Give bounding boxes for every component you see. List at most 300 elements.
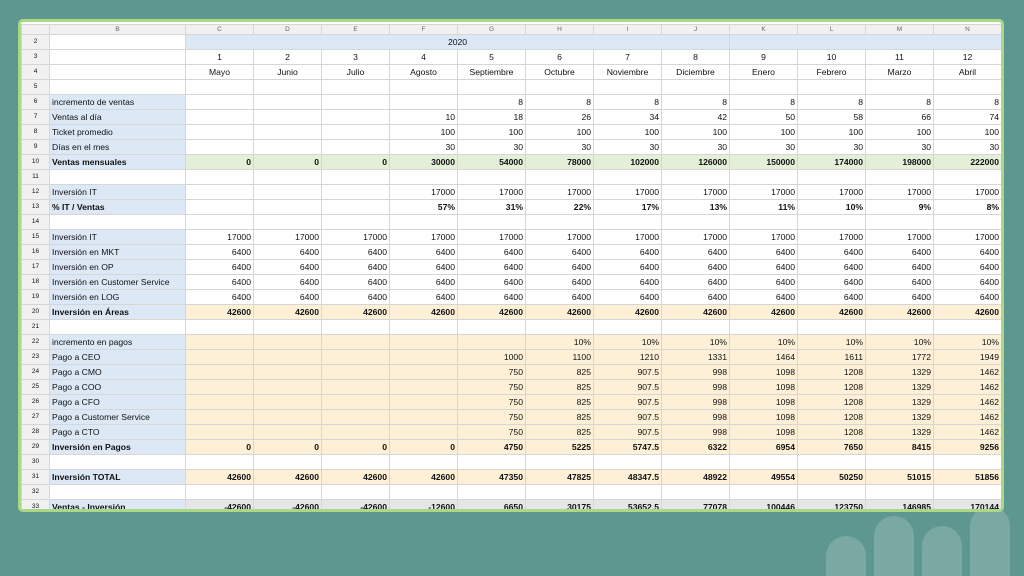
value-cell[interactable]: 174000: [798, 155, 866, 170]
value-cell[interactable]: 11%: [730, 200, 798, 215]
value-cell[interactable]: 102000: [594, 155, 662, 170]
column-header[interactable]: K: [730, 25, 798, 35]
value-cell[interactable]: 222000: [934, 155, 1002, 170]
row-number[interactable]: 33: [22, 500, 50, 513]
value-cell[interactable]: 1098: [730, 410, 798, 425]
row-label[interactable]: Inversión en LOG: [50, 290, 186, 305]
cell[interactable]: [594, 215, 662, 230]
cell[interactable]: [390, 455, 458, 470]
cell[interactable]: [390, 80, 458, 95]
value-cell[interactable]: 42600: [458, 305, 526, 320]
value-cell[interactable]: 825: [526, 395, 594, 410]
cell[interactable]: [866, 80, 934, 95]
row-number[interactable]: 7: [22, 110, 50, 125]
value-cell[interactable]: 907.5: [594, 365, 662, 380]
cell[interactable]: [730, 455, 798, 470]
cell[interactable]: [322, 170, 390, 185]
row-number[interactable]: 9: [22, 140, 50, 155]
value-cell[interactable]: 825: [526, 410, 594, 425]
column-header[interactable]: F: [390, 25, 458, 35]
month-number-cell[interactable]: 11: [866, 50, 934, 65]
cell[interactable]: [866, 485, 934, 500]
value-cell[interactable]: 6400: [662, 245, 730, 260]
value-cell[interactable]: [186, 365, 254, 380]
row-label[interactable]: Pago a COO: [50, 380, 186, 395]
value-cell[interactable]: 6400: [730, 275, 798, 290]
cell[interactable]: [934, 320, 1002, 335]
value-cell[interactable]: 6400: [934, 245, 1002, 260]
cell[interactable]: [866, 215, 934, 230]
month-name-cell[interactable]: Marzo: [866, 65, 934, 80]
row-number[interactable]: 29: [22, 440, 50, 455]
cell[interactable]: [322, 320, 390, 335]
row-label[interactable]: Pago a Customer Service: [50, 410, 186, 425]
value-cell[interactable]: 6400: [526, 290, 594, 305]
column-header[interactable]: L: [798, 25, 866, 35]
cell[interactable]: [798, 80, 866, 95]
value-cell[interactable]: [254, 185, 322, 200]
value-cell[interactable]: 53652.5: [594, 500, 662, 513]
value-cell[interactable]: 998: [662, 365, 730, 380]
cell[interactable]: [50, 320, 186, 335]
row-number[interactable]: 25: [22, 380, 50, 395]
value-cell[interactable]: 26: [526, 110, 594, 125]
column-header[interactable]: G: [458, 25, 526, 35]
value-cell[interactable]: 42: [662, 110, 730, 125]
value-cell[interactable]: 5225: [526, 440, 594, 455]
value-cell[interactable]: 6400: [458, 245, 526, 260]
value-cell[interactable]: [186, 395, 254, 410]
row-number[interactable]: 30: [22, 455, 50, 470]
value-cell[interactable]: 30: [662, 140, 730, 155]
value-cell[interactable]: 6400: [390, 260, 458, 275]
row-number[interactable]: 10: [22, 155, 50, 170]
value-cell[interactable]: 6400: [458, 275, 526, 290]
value-cell[interactable]: 1098: [730, 425, 798, 440]
value-cell[interactable]: 57%: [390, 200, 458, 215]
value-cell[interactable]: 1462: [934, 395, 1002, 410]
value-cell[interactable]: 17%: [594, 200, 662, 215]
cell[interactable]: [458, 455, 526, 470]
value-cell[interactable]: -12600: [390, 500, 458, 513]
value-cell[interactable]: 6400: [322, 275, 390, 290]
value-cell[interactable]: 42600: [798, 305, 866, 320]
row-number[interactable]: 23: [22, 350, 50, 365]
month-number-cell[interactable]: 8: [662, 50, 730, 65]
value-cell[interactable]: [186, 200, 254, 215]
cell[interactable]: [594, 320, 662, 335]
value-cell[interactable]: [186, 140, 254, 155]
value-cell[interactable]: 1000: [458, 350, 526, 365]
value-cell[interactable]: [322, 365, 390, 380]
value-cell[interactable]: 47350: [458, 470, 526, 485]
value-cell[interactable]: [186, 350, 254, 365]
month-number-cell[interactable]: 10: [798, 50, 866, 65]
value-cell[interactable]: 8: [730, 95, 798, 110]
value-cell[interactable]: 1329: [866, 395, 934, 410]
cell[interactable]: [186, 485, 254, 500]
value-cell[interactable]: 6400: [594, 290, 662, 305]
cell[interactable]: [730, 170, 798, 185]
value-cell[interactable]: 6400: [390, 290, 458, 305]
column-header[interactable]: D: [254, 25, 322, 35]
value-cell[interactable]: 30: [730, 140, 798, 155]
cell[interactable]: [594, 455, 662, 470]
value-cell[interactable]: 10%: [934, 335, 1002, 350]
month-number-cell[interactable]: 7: [594, 50, 662, 65]
value-cell[interactable]: 42600: [186, 305, 254, 320]
value-cell[interactable]: 17000: [798, 230, 866, 245]
value-cell[interactable]: [254, 395, 322, 410]
month-number-cell[interactable]: 1: [186, 50, 254, 65]
cell[interactable]: [594, 485, 662, 500]
value-cell[interactable]: 1611: [798, 350, 866, 365]
cell[interactable]: [254, 170, 322, 185]
value-cell[interactable]: 6400: [730, 245, 798, 260]
value-cell[interactable]: 42600: [934, 305, 1002, 320]
cell[interactable]: [662, 320, 730, 335]
cell[interactable]: [186, 215, 254, 230]
value-cell[interactable]: [254, 365, 322, 380]
row-label[interactable]: Ventas al día: [50, 110, 186, 125]
value-cell[interactable]: 17000: [730, 185, 798, 200]
value-cell[interactable]: 6400: [322, 290, 390, 305]
row-number[interactable]: 8: [22, 125, 50, 140]
row-number[interactable]: 19: [22, 290, 50, 305]
value-cell[interactable]: [322, 125, 390, 140]
value-cell[interactable]: 750: [458, 365, 526, 380]
cell[interactable]: [594, 80, 662, 95]
cell[interactable]: [798, 455, 866, 470]
value-cell[interactable]: 198000: [866, 155, 934, 170]
value-cell[interactable]: 6400: [526, 245, 594, 260]
cell[interactable]: [662, 80, 730, 95]
value-cell[interactable]: 8415: [866, 440, 934, 455]
value-cell[interactable]: 6400: [662, 275, 730, 290]
month-name-cell[interactable]: Abril: [934, 65, 1002, 80]
value-cell[interactable]: 100: [730, 125, 798, 140]
cell[interactable]: [662, 170, 730, 185]
month-name-cell[interactable]: Septiembre: [458, 65, 526, 80]
value-cell[interactable]: 6400: [390, 275, 458, 290]
value-cell[interactable]: 100: [798, 125, 866, 140]
value-cell[interactable]: 66: [866, 110, 934, 125]
value-cell[interactable]: 6400: [934, 275, 1002, 290]
value-cell[interactable]: 48347.5: [594, 470, 662, 485]
value-cell[interactable]: 9%: [866, 200, 934, 215]
value-cell[interactable]: [186, 185, 254, 200]
value-cell[interactable]: 907.5: [594, 380, 662, 395]
value-cell[interactable]: 6400: [186, 260, 254, 275]
value-cell[interactable]: 998: [662, 410, 730, 425]
value-cell[interactable]: 1329: [866, 425, 934, 440]
value-cell[interactable]: 6400: [866, 275, 934, 290]
value-cell[interactable]: 1772: [866, 350, 934, 365]
value-cell[interactable]: 6400: [254, 290, 322, 305]
value-cell[interactable]: 0: [186, 440, 254, 455]
value-cell[interactable]: [186, 110, 254, 125]
value-cell[interactable]: 58: [798, 110, 866, 125]
cell[interactable]: [254, 485, 322, 500]
value-cell[interactable]: 42600: [730, 305, 798, 320]
value-cell[interactable]: 6400: [186, 290, 254, 305]
value-cell[interactable]: 8: [526, 95, 594, 110]
column-header[interactable]: H: [526, 25, 594, 35]
value-cell[interactable]: [186, 425, 254, 440]
value-cell[interactable]: [390, 410, 458, 425]
value-cell[interactable]: 30000: [390, 155, 458, 170]
value-cell[interactable]: 49554: [730, 470, 798, 485]
value-cell[interactable]: 6400: [458, 260, 526, 275]
cell[interactable]: [186, 170, 254, 185]
value-cell[interactable]: 17000: [254, 230, 322, 245]
value-cell[interactable]: 6400: [866, 260, 934, 275]
value-cell[interactable]: 0: [186, 155, 254, 170]
value-cell[interactable]: 10%: [798, 200, 866, 215]
value-cell[interactable]: 0: [322, 155, 390, 170]
value-cell[interactable]: 17000: [730, 230, 798, 245]
cell[interactable]: [662, 485, 730, 500]
month-name-cell[interactable]: Enero: [730, 65, 798, 80]
value-cell[interactable]: [186, 335, 254, 350]
value-cell[interactable]: 17000: [594, 185, 662, 200]
value-cell[interactable]: 17000: [390, 185, 458, 200]
cell[interactable]: [594, 170, 662, 185]
cell[interactable]: [934, 485, 1002, 500]
value-cell[interactable]: [186, 95, 254, 110]
column-header[interactable]: E: [322, 25, 390, 35]
value-cell[interactable]: 0: [322, 440, 390, 455]
row-label[interactable]: Pago a CMO: [50, 365, 186, 380]
value-cell[interactable]: [390, 365, 458, 380]
value-cell[interactable]: 1210: [594, 350, 662, 365]
value-cell[interactable]: 8: [662, 95, 730, 110]
value-cell[interactable]: 4750: [458, 440, 526, 455]
row-number[interactable]: 11: [22, 170, 50, 185]
value-cell[interactable]: 17000: [390, 230, 458, 245]
cell[interactable]: [526, 170, 594, 185]
month-number-cell[interactable]: 5: [458, 50, 526, 65]
column-header[interactable]: C: [186, 25, 254, 35]
value-cell[interactable]: 825: [526, 380, 594, 395]
value-cell[interactable]: 17000: [526, 185, 594, 200]
value-cell[interactable]: 6400: [458, 290, 526, 305]
value-cell[interactable]: 1098: [730, 380, 798, 395]
value-cell[interactable]: 17000: [458, 185, 526, 200]
cell[interactable]: [254, 215, 322, 230]
row-number[interactable]: 13: [22, 200, 50, 215]
cell[interactable]: [390, 170, 458, 185]
value-cell[interactable]: 6400: [594, 275, 662, 290]
cell[interactable]: [50, 50, 186, 65]
value-cell[interactable]: [322, 350, 390, 365]
cell[interactable]: [526, 215, 594, 230]
value-cell[interactable]: 825: [526, 425, 594, 440]
value-cell[interactable]: 0: [254, 440, 322, 455]
value-cell[interactable]: 6400: [798, 245, 866, 260]
cell[interactable]: [458, 320, 526, 335]
value-cell[interactable]: [322, 380, 390, 395]
value-cell[interactable]: 17000: [594, 230, 662, 245]
value-cell[interactable]: 10: [390, 110, 458, 125]
value-cell[interactable]: 50: [730, 110, 798, 125]
cell[interactable]: [254, 455, 322, 470]
value-cell[interactable]: 1208: [798, 410, 866, 425]
value-cell[interactable]: 6954: [730, 440, 798, 455]
row-label[interactable]: Inversión en Áreas: [50, 305, 186, 320]
value-cell[interactable]: 750: [458, 410, 526, 425]
row-number[interactable]: 15: [22, 230, 50, 245]
value-cell[interactable]: 1949: [934, 350, 1002, 365]
value-cell[interactable]: 8: [594, 95, 662, 110]
value-cell[interactable]: 9256: [934, 440, 1002, 455]
value-cell[interactable]: 6400: [254, 260, 322, 275]
value-cell[interactable]: 30: [798, 140, 866, 155]
cell[interactable]: [186, 455, 254, 470]
value-cell[interactable]: 907.5: [594, 425, 662, 440]
value-cell[interactable]: 100: [458, 125, 526, 140]
value-cell[interactable]: 100: [594, 125, 662, 140]
value-cell[interactable]: 1208: [798, 395, 866, 410]
value-cell[interactable]: 77078: [662, 500, 730, 513]
value-cell[interactable]: [322, 95, 390, 110]
value-cell[interactable]: 17000: [458, 230, 526, 245]
value-cell[interactable]: 1208: [798, 365, 866, 380]
value-cell[interactable]: 10%: [730, 335, 798, 350]
cell[interactable]: [50, 35, 186, 50]
cell[interactable]: [730, 485, 798, 500]
month-name-cell[interactable]: Diciembre: [662, 65, 730, 80]
cell[interactable]: [526, 320, 594, 335]
value-cell[interactable]: 42600: [526, 305, 594, 320]
value-cell[interactable]: 6400: [662, 290, 730, 305]
value-cell[interactable]: 170144: [934, 500, 1002, 513]
cell[interactable]: [934, 455, 1002, 470]
value-cell[interactable]: [254, 425, 322, 440]
value-cell[interactable]: 30: [934, 140, 1002, 155]
value-cell[interactable]: 31%: [458, 200, 526, 215]
value-cell[interactable]: [322, 410, 390, 425]
cell[interactable]: [934, 170, 1002, 185]
value-cell[interactable]: 8%: [934, 200, 1002, 215]
value-cell[interactable]: 998: [662, 425, 730, 440]
value-cell[interactable]: [254, 335, 322, 350]
value-cell[interactable]: 30175: [526, 500, 594, 513]
row-label[interactable]: Inversión IT: [50, 230, 186, 245]
value-cell[interactable]: 10%: [594, 335, 662, 350]
value-cell[interactable]: 907.5: [594, 410, 662, 425]
cell[interactable]: [866, 170, 934, 185]
value-cell[interactable]: 6400: [730, 290, 798, 305]
value-cell[interactable]: [254, 125, 322, 140]
value-cell[interactable]: 50250: [798, 470, 866, 485]
value-cell[interactable]: [186, 380, 254, 395]
month-name-cell[interactable]: Agosto: [390, 65, 458, 80]
value-cell[interactable]: 1329: [866, 365, 934, 380]
row-number[interactable]: 12: [22, 185, 50, 200]
cell[interactable]: [390, 485, 458, 500]
value-cell[interactable]: 146985: [866, 500, 934, 513]
row-number[interactable]: 5: [22, 80, 50, 95]
cell[interactable]: [526, 485, 594, 500]
value-cell[interactable]: 907.5: [594, 395, 662, 410]
row-number[interactable]: 22: [22, 335, 50, 350]
value-cell[interactable]: 6650: [458, 500, 526, 513]
value-cell[interactable]: [254, 410, 322, 425]
value-cell[interactable]: 6400: [662, 260, 730, 275]
cell[interactable]: [798, 320, 866, 335]
value-cell[interactable]: -42600: [254, 500, 322, 513]
column-header[interactable]: J: [662, 25, 730, 35]
row-label[interactable]: Inversión en Pagos: [50, 440, 186, 455]
row-label[interactable]: Inversión IT: [50, 185, 186, 200]
value-cell[interactable]: 10%: [662, 335, 730, 350]
value-cell[interactable]: 54000: [458, 155, 526, 170]
value-cell[interactable]: 750: [458, 425, 526, 440]
row-label[interactable]: Inversión en Customer Service: [50, 275, 186, 290]
value-cell[interactable]: [390, 95, 458, 110]
value-cell[interactable]: 42600: [866, 305, 934, 320]
value-cell[interactable]: 6322: [662, 440, 730, 455]
row-number[interactable]: 31: [22, 470, 50, 485]
row-number[interactable]: 4: [22, 65, 50, 80]
cell[interactable]: [730, 215, 798, 230]
row-number[interactable]: 17: [22, 260, 50, 275]
value-cell[interactable]: [186, 125, 254, 140]
cell[interactable]: [798, 485, 866, 500]
value-cell[interactable]: 17000: [798, 185, 866, 200]
value-cell[interactable]: 100: [934, 125, 1002, 140]
value-cell[interactable]: 30: [458, 140, 526, 155]
value-cell[interactable]: 100: [390, 125, 458, 140]
value-cell[interactable]: 42600: [390, 470, 458, 485]
column-header[interactable]: I: [594, 25, 662, 35]
value-cell[interactable]: 100: [526, 125, 594, 140]
row-label[interactable]: Días en el mes: [50, 140, 186, 155]
row-number[interactable]: 6: [22, 95, 50, 110]
value-cell[interactable]: 6400: [934, 290, 1002, 305]
value-cell[interactable]: -42600: [186, 500, 254, 513]
cell[interactable]: [798, 170, 866, 185]
value-cell[interactable]: 150000: [730, 155, 798, 170]
value-cell[interactable]: 5747.5: [594, 440, 662, 455]
value-cell[interactable]: 100: [866, 125, 934, 140]
value-cell[interactable]: 998: [662, 380, 730, 395]
value-cell[interactable]: 123750: [798, 500, 866, 513]
value-cell[interactable]: [186, 410, 254, 425]
value-cell[interactable]: [254, 200, 322, 215]
row-label[interactable]: incremento en pagos: [50, 335, 186, 350]
value-cell[interactable]: 750: [458, 395, 526, 410]
value-cell[interactable]: -42600: [322, 500, 390, 513]
row-label[interactable]: Pago a CFO: [50, 395, 186, 410]
row-number[interactable]: 24: [22, 365, 50, 380]
column-header[interactable]: M: [866, 25, 934, 35]
cell[interactable]: [526, 455, 594, 470]
value-cell[interactable]: 6400: [526, 275, 594, 290]
value-cell[interactable]: [390, 425, 458, 440]
value-cell[interactable]: 1462: [934, 410, 1002, 425]
row-number[interactable]: 21: [22, 320, 50, 335]
cell[interactable]: [866, 455, 934, 470]
cell[interactable]: [798, 215, 866, 230]
value-cell[interactable]: 30: [866, 140, 934, 155]
cell[interactable]: [730, 35, 1002, 50]
value-cell[interactable]: 30: [526, 140, 594, 155]
value-cell[interactable]: 42600: [254, 470, 322, 485]
cell[interactable]: [50, 65, 186, 80]
year-cell[interactable]: 2020: [186, 35, 730, 50]
